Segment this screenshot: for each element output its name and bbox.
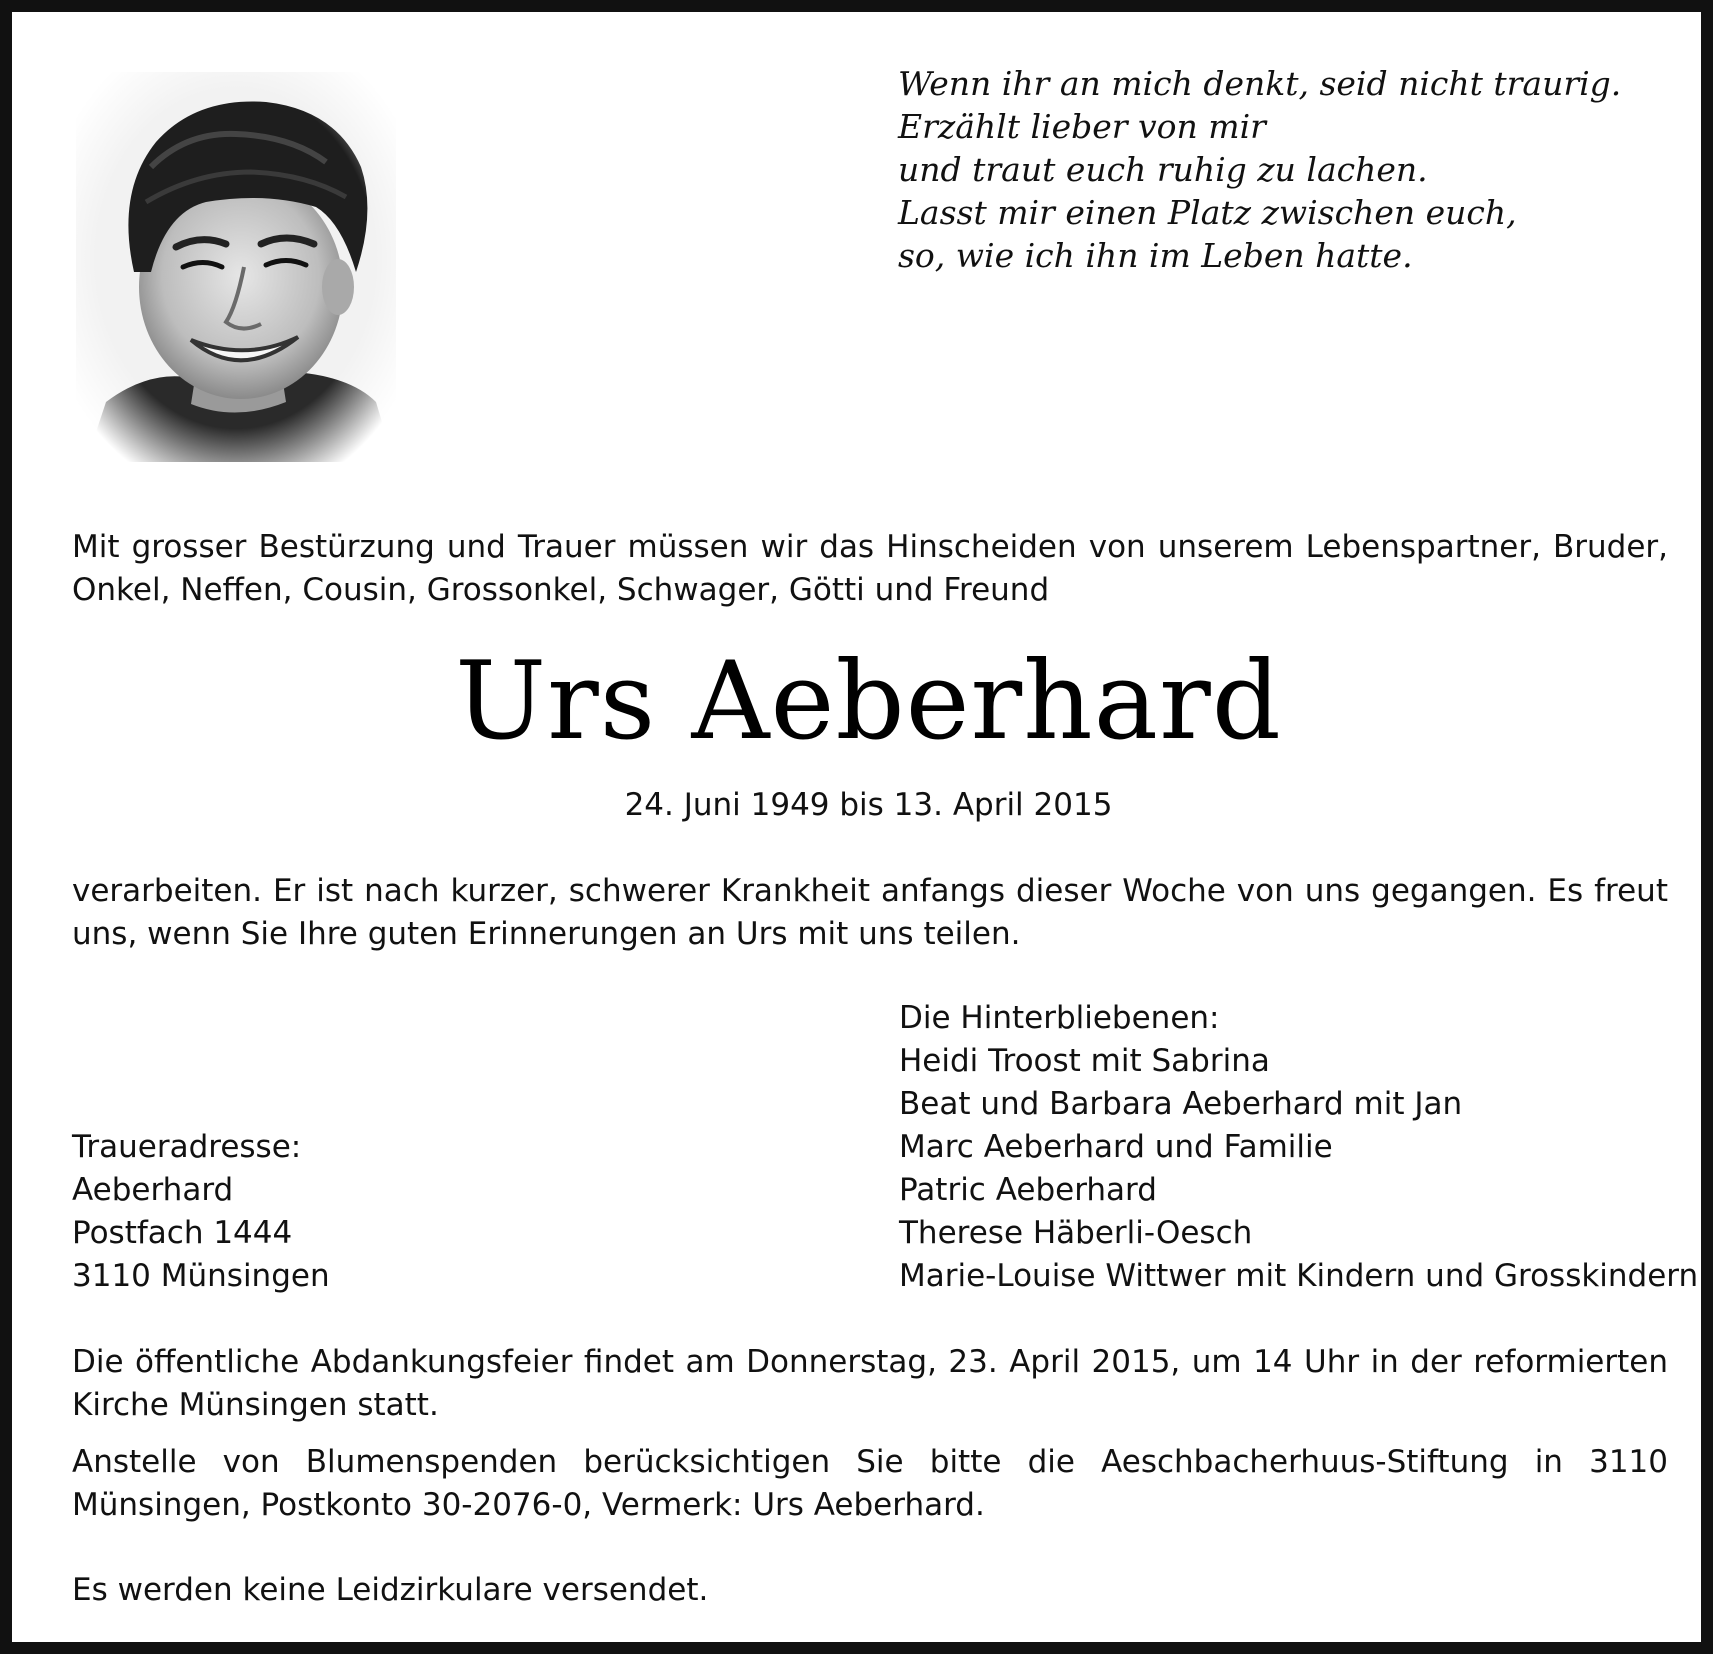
- poem: [898, 62, 1622, 277]
- donation-paragraph: Anstelle von Blumenspenden berücksichtigen Sie bitte die Aeschbacherhuus-Stiftung in 3110 Münsingen, Postkonto 30-2076-0, Vermerk: Urs Aeberhard.: [72, 1444, 1668, 1523]
- mourners-heading: Die Hinterbliebenen:: [899, 1000, 1220, 1036]
- mourner-name: Marie-Louise Wittwer mit Kindern und Grosskindern: [899, 1258, 1699, 1294]
- address-line: Postfach 1444: [72, 1215, 293, 1251]
- poem-line: Erzählt lieber von mir: [898, 107, 1266, 146]
- mourner-name: Patric Aeberhard: [899, 1172, 1157, 1208]
- address-line: 3110 Münsingen: [72, 1258, 330, 1294]
- mourners-list: [899, 997, 1698, 1298]
- continuation-paragraph: verarbeiten. Er ist nach kurzer, schwerer Krankheit anfangs dieser Woche von uns gegangen. Es freut uns, wenn Sie Ihre guten Erinnerungen an Urs mit uns teilen.: [72, 873, 1668, 952]
- address-line: Aeberhard: [72, 1172, 234, 1208]
- mourner-name: Therese Häberli-Oesch: [899, 1215, 1253, 1251]
- mourner-name: Marc Aeberhard und Familie: [899, 1129, 1333, 1165]
- deceased-name: Urs Aeberhard: [455, 639, 1282, 764]
- mourning-address: [72, 1126, 330, 1298]
- poem-line: und traut euch ruhig zu lachen.: [898, 150, 1428, 189]
- circular-note: Es werden keine Leidzirkulare versendet.: [72, 1572, 709, 1608]
- life-dates: 24. Juni 1949 bis 13. April 2015: [624, 787, 1113, 823]
- intro-paragraph: Mit grosser Bestürzung und Trauer müssen wir das Hinscheiden von unserem Lebenspartner, Bruder, Onkel, Neffen, Cousin, Grossonkel, Schwager, Götti und Freund: [72, 529, 1668, 608]
- mourner-name: Heidi Troost mit Sabrina: [899, 1043, 1270, 1079]
- ceremony-paragraph: Die öffentliche Abdankungsfeier findet am Donnerstag, 23. April 2015, um 14 Uhr in der reformierten Kirche Münsingen statt.: [72, 1344, 1668, 1423]
- address-label: Traueradresse:: [72, 1129, 302, 1165]
- poem-line: Lasst mir einen Platz zwischen euch,: [898, 193, 1517, 232]
- mourner-name: Beat und Barbara Aeberhard mit Jan: [899, 1086, 1463, 1122]
- poem-line: so, wie ich ihn im Leben hatte.: [898, 236, 1413, 275]
- portrait-photo: [76, 72, 396, 462]
- poem-line: Wenn ihr an mich denkt, seid nicht traurig.: [898, 64, 1622, 103]
